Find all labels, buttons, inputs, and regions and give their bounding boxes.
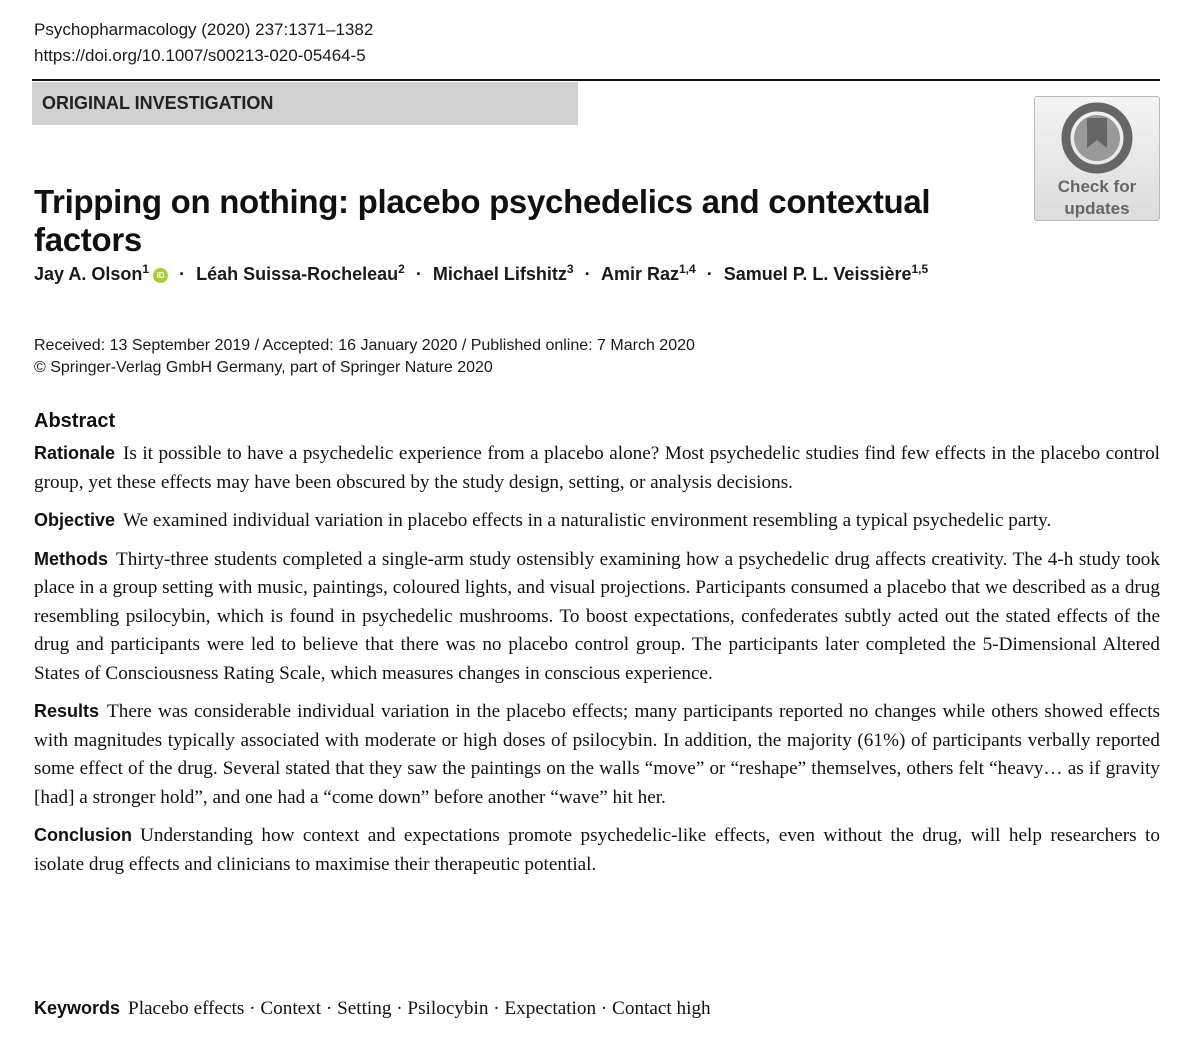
crossmark-icon	[1061, 102, 1133, 174]
orcid-icon[interactable]: iD	[153, 268, 168, 283]
author-name[interactable]: Samuel P. L. Veissière	[723, 264, 912, 284]
author-name[interactable]: Jay A. Olson	[34, 264, 143, 284]
results-label: Results	[34, 701, 100, 721]
badge-line-1: Check for	[1057, 177, 1137, 196]
abstract-rationale	[34, 439, 1160, 497]
author-affiliation: 1,4	[678, 262, 696, 276]
abstract-body	[34, 439, 1160, 888]
author-name[interactable]: Amir Raz	[600, 264, 679, 284]
abstract-methods	[34, 545, 1160, 689]
author-separator: ·	[415, 264, 422, 284]
conclusion-text: Understanding how context and expectations promote psychedelic-like effects, even without the drug, will help researchers to isolate drug effects and clinicians to maximise their therapeutic potential.	[34, 825, 1160, 875]
author-separator: ·	[706, 264, 713, 284]
author-name[interactable]: Michael Lifshitz	[432, 264, 567, 284]
article-title: Tripping on nothing: placebo psychedelics and contextual factors	[34, 183, 931, 258]
badge-line-2: updates	[1064, 199, 1130, 218]
check-for-updates-badge[interactable]	[1034, 96, 1160, 221]
header-rule	[32, 79, 1160, 81]
author-affiliation: 3	[566, 262, 574, 276]
author-separator: ·	[584, 264, 591, 284]
publication-dates: Received: 13 September 2019 / Accepted: 16 January 2020 / Published online: 7 March 2020	[34, 337, 695, 354]
methods-label: Methods	[34, 548, 108, 569]
methods-text: Thirty-three students completed a single-arm study ostensibly examining how a psychedelic drug affects creativity. The 4-h study took place in a group setting with music, paintings, coloured lights, and visual projections. Participants consumed a placebo that we described as a drug resembling psilocybin, which is found in psychedelic mushrooms. To boost expectations, confederates subtly acted out the stated effects of the drug and participants were led to believe that there was no placebo control group. The participants later completed the 5-Dimensional Altered States of Consciousness Rating Scale, which measures changes in conscious experience.	[34, 548, 1160, 684]
author-name[interactable]: Léah Suissa-Rocheleau	[196, 264, 399, 284]
journal-citation: Psychopharmacology (2020) 237:1371–1382	[34, 20, 374, 39]
author-affiliation: 1,5	[911, 262, 929, 276]
rationale-text: Is it possible to have a psychedelic experience from a placebo alone? Most psychedelic studies find few effects in the placebo control group, yet these effects may have been obscured by the study design, setting, or analysis decisions.	[34, 443, 1160, 493]
objective-text: We examined individual variation in placebo effects in a naturalistic environment resembling a typical psychedelic party.	[123, 510, 1052, 531]
author-separator: ·	[179, 264, 186, 284]
abstract-conclusion	[34, 821, 1160, 879]
results-text: There was considerable individual variation in the placebo effects; many participants reported no changes while others showed effects with magnitudes typically associated with moderate or high doses of psilocybin. In addition, the majority (61%) of participants verbally reported some effect of the drug. Several stated that they saw the paintings on the walls “move” or “reshape” themselves, others felt “heavy… as if gravity [had] a stronger hold”, and one had a “come down” before another “wave” hit her.	[34, 701, 1160, 808]
publication-dates-block	[34, 335, 695, 379]
keywords-text: Placebo effects · Context · Setting · Psilocybin · Expectation · Contact high	[128, 998, 711, 1019]
section-label: ORIGINAL INVESTIGATION	[32, 82, 578, 125]
keywords-label: Keywords	[34, 998, 121, 1018]
conclusion-label: Conclusion	[34, 825, 132, 845]
abstract-heading: Abstract	[34, 410, 116, 432]
abstract-results	[34, 697, 1160, 812]
author-affiliation: 1	[142, 262, 150, 276]
keywords-line	[34, 998, 711, 1020]
author-list	[34, 262, 1034, 285]
copyright-notice: © Springer-Verlag GmbH Germany, part of Springer Nature 2020	[34, 359, 493, 376]
objective-label: Objective	[34, 510, 116, 530]
author-affiliation: 2	[398, 262, 405, 276]
abstract-objective	[34, 506, 1160, 536]
doi-link[interactable]: https://doi.org/10.1007/s00213-020-05464-5	[34, 46, 366, 65]
rationale-label: Rationale	[34, 443, 116, 463]
